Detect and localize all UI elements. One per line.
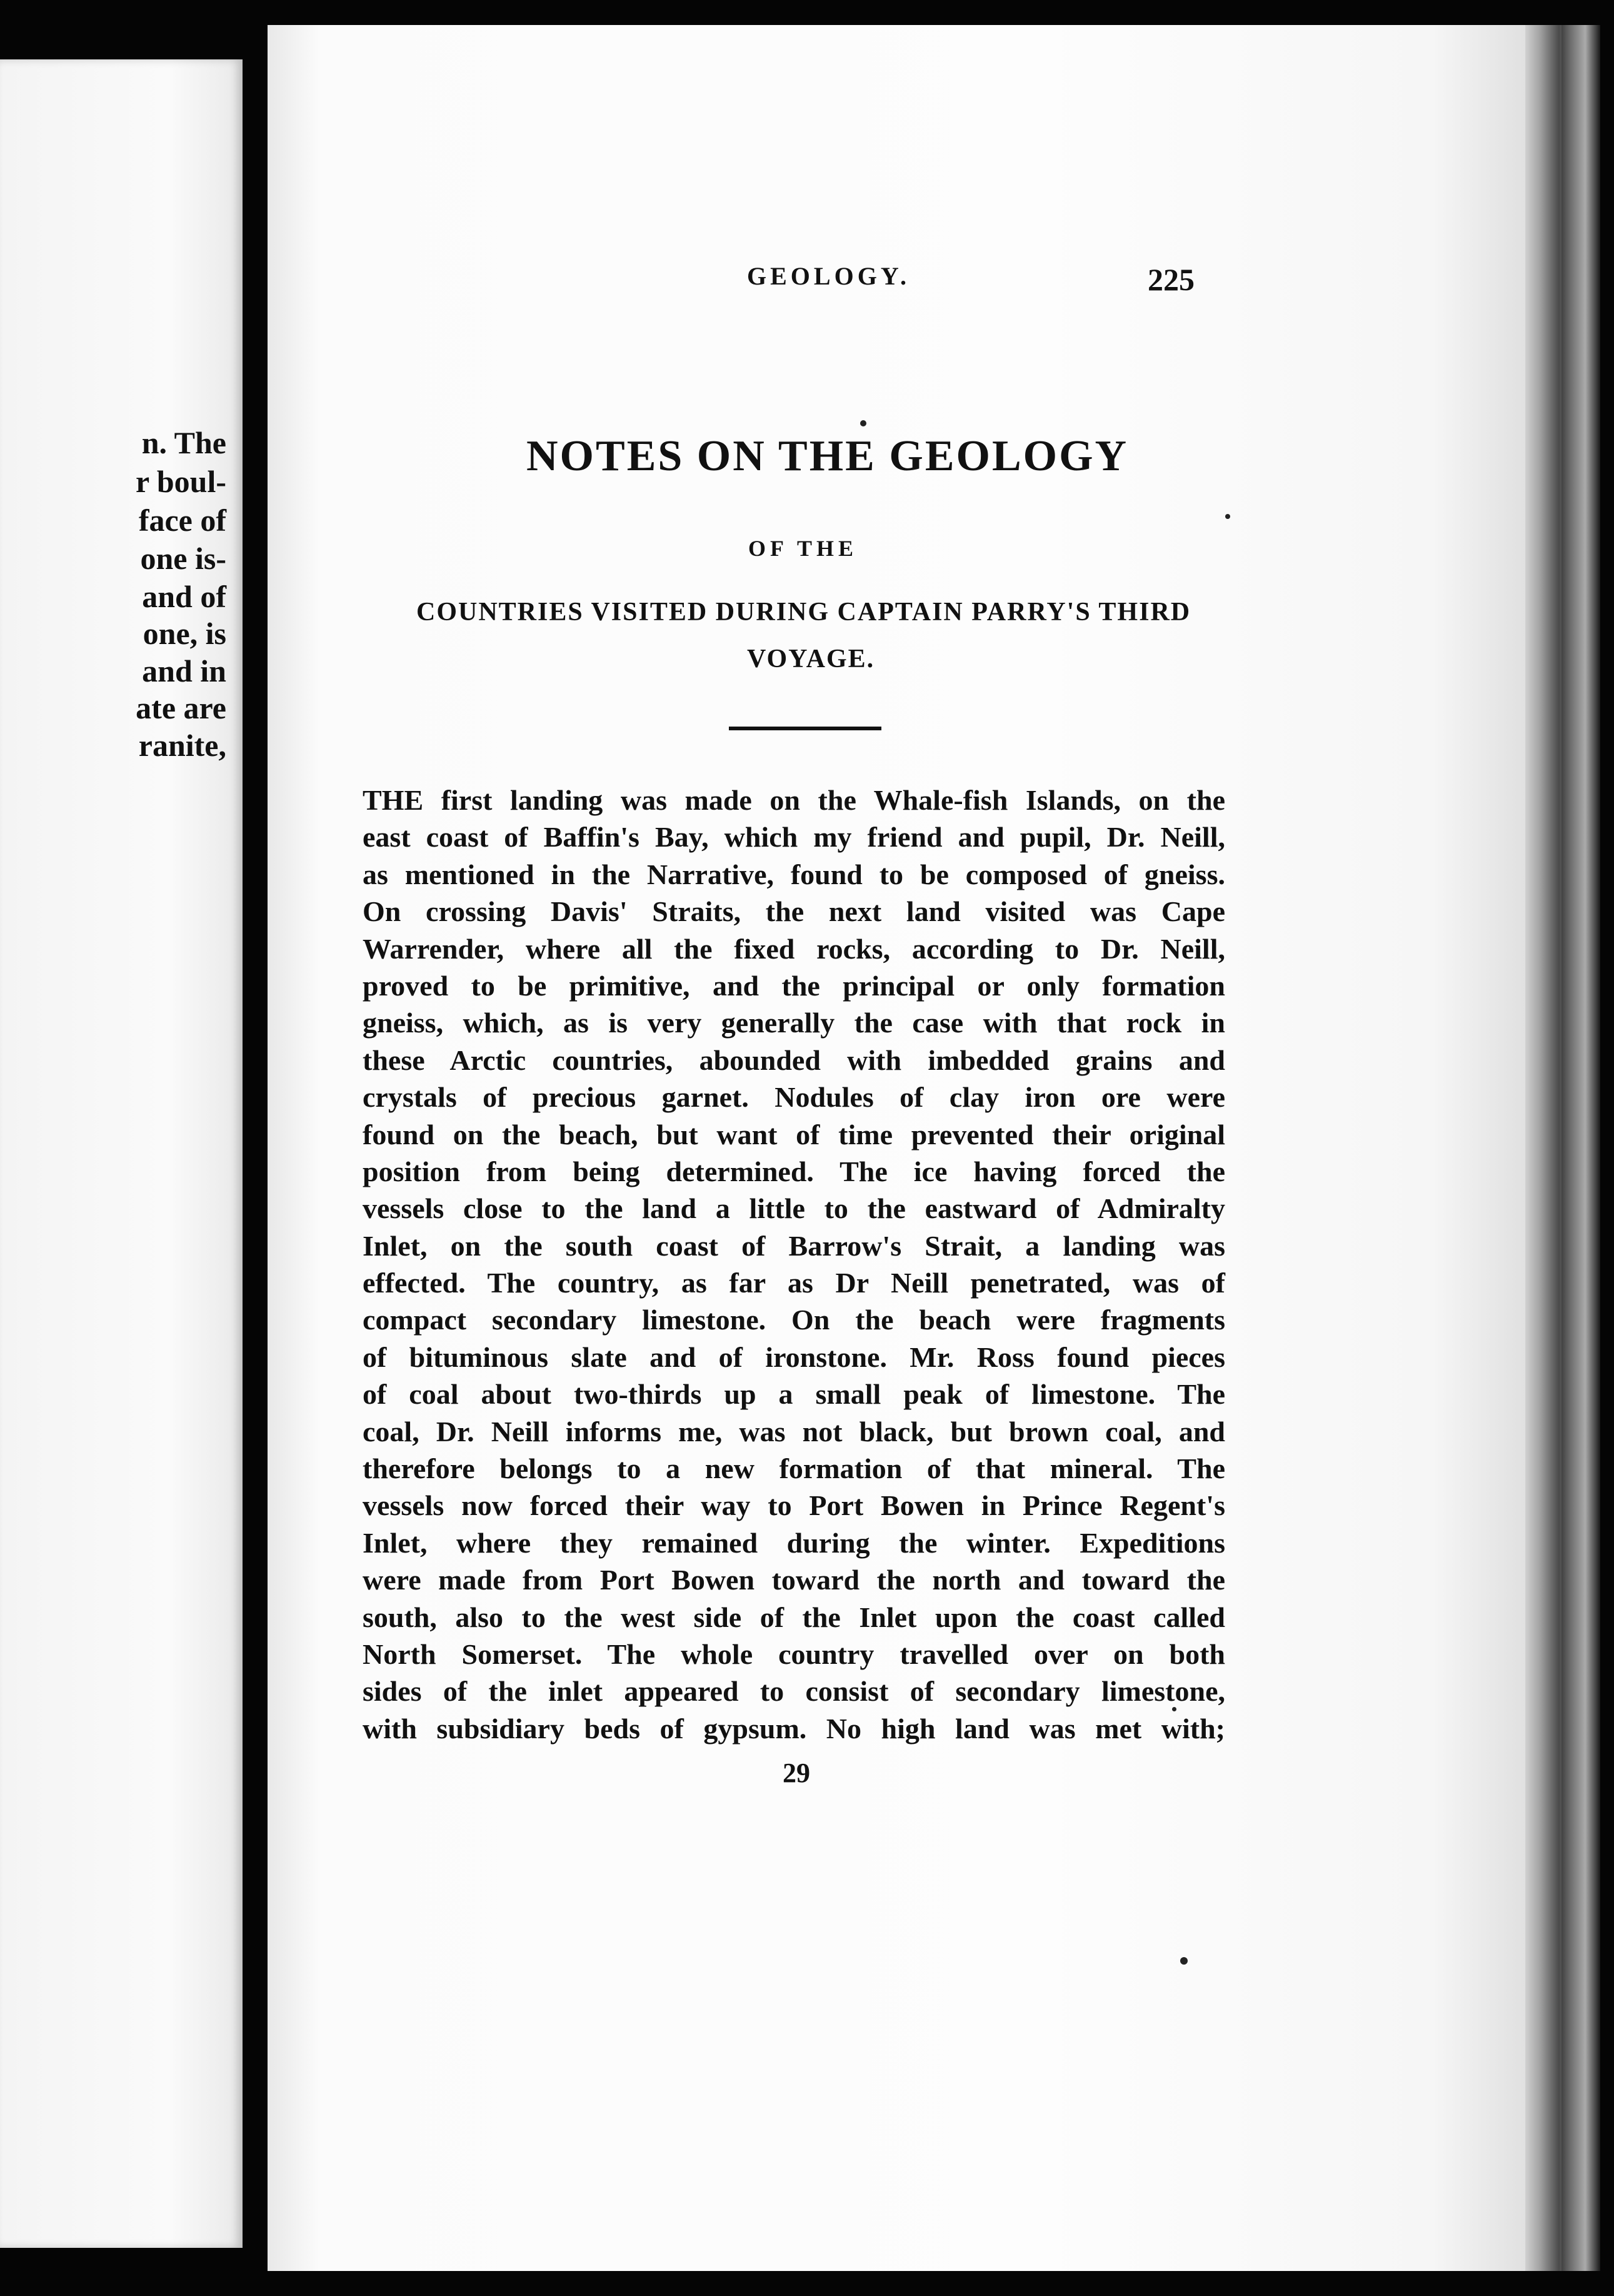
text-line: vessels close to the land a little to the eastward of Admiralty — [363, 1192, 1225, 1225]
text-line: of bituminous slate and of ironstone. Mr. Ross found pieces — [363, 1341, 1225, 1373]
text-line: were made from Port Bowen toward the north and toward the — [363, 1564, 1225, 1596]
text-line: On crossing Davis' Straits, the next land visited was Cape — [363, 895, 1225, 928]
text-line: THE first landing was made on the Whale-fish Islands, on the — [363, 784, 1225, 816]
text-line: Warrender, where all the fixed rocks, according to Dr. Neill, — [363, 932, 1225, 965]
ink-speck — [1172, 1707, 1176, 1711]
left-page-line: ranite, — [138, 728, 226, 763]
text-line: Inlet, on the south coast of Barrow's Strait, a landing was — [363, 1229, 1225, 1262]
previous-page-fragment — [0, 59, 243, 2248]
text-line: coal, Dr. Neill informs me, was not black, but brown coal, and — [363, 1415, 1225, 1448]
text-line: as mentioned in the Narrative, found to be composed of gneiss. — [363, 858, 1225, 890]
text-line: proved to be primitive, and the principal or only formation — [363, 969, 1225, 1002]
ink-speck — [860, 420, 866, 426]
running-head: GEOLOGY. — [747, 262, 911, 290]
left-page-line: ate are — [136, 690, 226, 725]
chapter-subtitle-end: VOYAGE. — [747, 645, 875, 673]
text-line: found on the beach, but want of time prevented their original — [363, 1118, 1225, 1151]
text-line: sides of the inlet appeared to consist of secondary limestone, — [363, 1675, 1225, 1708]
text-line: vessels now forced their way to Port Bowen in Prince Regent's — [363, 1489, 1225, 1522]
ink-speck — [1180, 1957, 1188, 1965]
text-line: crystals of precious garnet. Nodules of clay iron ore were — [363, 1081, 1225, 1114]
page-edge — [1525, 25, 1600, 2271]
text-line: effected. The country, as far as Dr Neill penetrated, was of — [363, 1267, 1225, 1299]
body-paragraph — [363, 782, 1225, 1747]
left-page-line: one, is — [143, 616, 226, 651]
ink-speck — [1225, 514, 1230, 519]
title-rule — [729, 727, 881, 730]
text-line: Inlet, where they remained during the winter. Expeditions — [363, 1526, 1225, 1559]
page-number: 225 — [1148, 262, 1195, 297]
left-page-line: and of — [142, 579, 226, 614]
left-page-line: and in — [142, 653, 226, 688]
text-line: gneiss, which, as is very generally the case with that rock in — [363, 1007, 1225, 1039]
left-page-line: one is- — [140, 541, 226, 576]
text-line: position from being determined. The ice having forced the — [363, 1155, 1225, 1187]
left-page-line: n. The — [141, 425, 226, 460]
chapter-title: NOTES ON THE GEOLOGY — [526, 432, 1129, 480]
text-line: of coal about two-thirds up a small peak of limestone. The — [363, 1378, 1225, 1411]
text-line: south, also to the west side of the Inlet upon the coast called — [363, 1601, 1225, 1633]
text-line: east coast of Baffin's Bay, which my friend and pupil, Dr. Neill, — [363, 821, 1225, 853]
text-line: North Somerset. The whole country travelled over on both — [363, 1638, 1225, 1670]
chapter-title-of: OF THE — [748, 536, 858, 561]
signature-mark: 29 — [783, 1758, 810, 1788]
text-line: therefore belongs to a new formation of that mineral. The — [363, 1453, 1225, 1485]
chapter-subtitle: COUNTRIES VISITED DURING CAPTAIN PARRY'S THIRD — [416, 598, 1191, 627]
text-line: these Arctic countries, abounded with imbedded grains and — [363, 1044, 1225, 1076]
text-line: with subsidiary beds of gypsum. No high land was met with; — [363, 1712, 1225, 1745]
text-line: compact secondary limestone. On the beach were fragments — [363, 1304, 1225, 1336]
left-page-line: r boul- — [136, 464, 226, 499]
left-page-line: face of — [138, 503, 226, 538]
